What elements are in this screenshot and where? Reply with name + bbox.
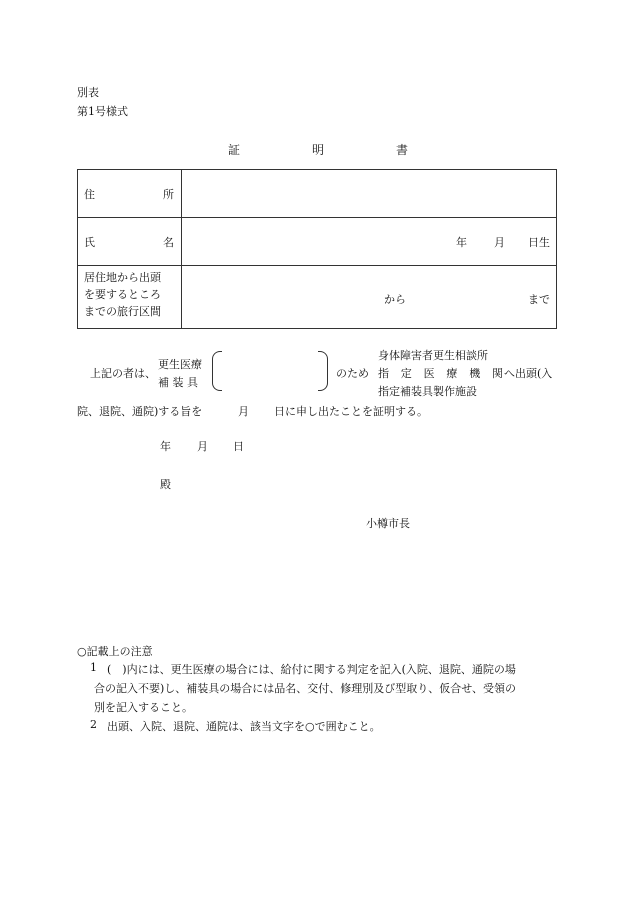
signer-title: 小樽市長 <box>366 517 410 530</box>
travel-from-label: から <box>384 293 406 306</box>
birth-year-label: 年 <box>456 236 467 249</box>
note-2-number: 2 <box>90 718 97 731</box>
judgment-field[interactable] <box>224 352 316 390</box>
issue-month: 月 <box>197 440 208 453</box>
birth-month-label: 月 <box>494 236 505 249</box>
statement-prefix: 上記の者は、 <box>90 367 156 380</box>
address-field[interactable] <box>182 170 556 216</box>
travel-to-label: まで <box>528 293 550 306</box>
bracket-left <box>212 351 222 391</box>
appendix-label: 別表 <box>77 86 99 99</box>
statement-line2-b: 日に申し出たことを証明する。 <box>274 405 428 418</box>
title-char: 書 <box>395 143 408 157</box>
address-label: 住 所 <box>84 188 174 201</box>
issue-day: 日 <box>233 440 244 453</box>
issue-year: 年 <box>160 440 171 453</box>
notes-heading: ○記載上の注意 <box>77 645 153 658</box>
statement-for: のため <box>336 367 369 380</box>
note-1-line-2: 合の記入不要)し、補装具の場合には品名、交付、修理別及び型取り、仮合せ、受領の <box>94 682 516 695</box>
page-title <box>228 141 408 158</box>
note-1-line-1: ( )内には、更生医療の場合には、給付に関する判定を記入(入院、退院、通院の場 <box>107 663 516 676</box>
note-2-text: 出頭、入院、退院、通院は、該当文字を○で囲むこと。 <box>107 720 381 733</box>
certificate-table <box>77 169 557 329</box>
travel-section-field[interactable] <box>182 266 556 328</box>
bracket-right <box>318 351 328 391</box>
title-char: 明 <box>311 143 324 157</box>
facility-medical: 指 定 医 療 機 関 <box>378 367 503 380</box>
facility-consultation: 身体障害者更生相談所 <box>378 349 488 362</box>
statement-month: 月 <box>238 405 249 418</box>
option-prosthesis: 補 装 具 <box>158 376 198 389</box>
birth-day-label: 日生 <box>528 236 550 249</box>
note-1-line-3: 別を記入すること。 <box>94 701 193 714</box>
travel-section-label: 居住地から出頭 を要するところ までの旅行区間 <box>84 271 161 318</box>
statement-suffix: へ出頭(入 <box>504 367 553 380</box>
facility-prosthesis: 指定補装具製作施設 <box>378 385 477 398</box>
name-label: 氏 名 <box>84 236 174 249</box>
form-number: 第1号様式 <box>77 105 128 118</box>
note-1-number: 1 <box>90 661 97 674</box>
title-char: 証 <box>228 143 241 157</box>
addressee-suffix: 殿 <box>160 478 171 491</box>
statement-line2-a: 院、退院、通院)する旨を <box>77 405 203 418</box>
option-medical: 更生医療 <box>158 358 202 371</box>
